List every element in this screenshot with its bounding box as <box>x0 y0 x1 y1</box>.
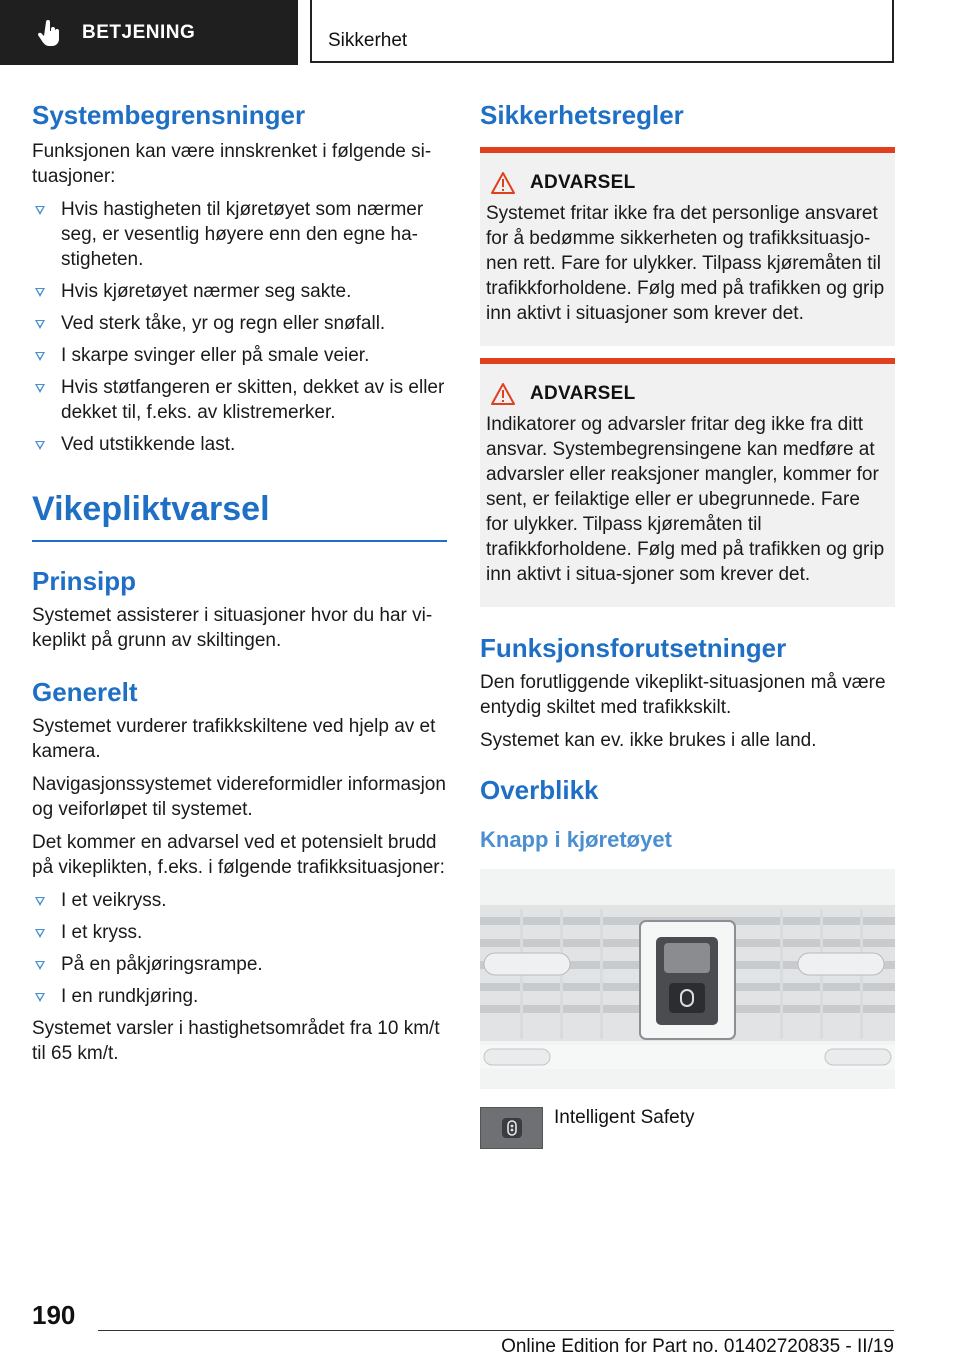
bullet-triangle-icon <box>35 929 45 938</box>
warning-box <box>480 358 895 607</box>
chapter-title: BETJENING <box>82 21 196 43</box>
warning-triangle-icon <box>490 382 516 406</box>
section-header <box>310 0 894 63</box>
section-title: Sikkerhet <box>328 30 408 51</box>
bullet-triangle-icon <box>35 384 45 393</box>
warning-box <box>480 147 895 346</box>
intelligent-safety-icon[interactable] <box>480 1107 543 1149</box>
prinsipp-heading: Prinsipp <box>32 565 137 596</box>
list-item: På en påkjøringsrampe. <box>32 952 447 977</box>
list-item: I en rundkjøring. <box>32 984 447 1009</box>
list-item: I et veikryss. <box>32 888 447 913</box>
systembegrensninger-heading: Systembegrensninger <box>32 100 306 130</box>
list-item: Ved sterk tåke, yr og regn eller snøfall. <box>32 311 447 336</box>
warning-label: ADVARSEL <box>530 172 636 194</box>
left-column <box>32 100 447 1066</box>
vikepliktvarsel-heading: Vikepliktvarsel <box>32 489 447 542</box>
bullet-triangle-icon <box>35 441 45 450</box>
bullet-triangle-icon <box>35 206 45 215</box>
air-vent-illustration <box>480 869 895 1089</box>
hand-pointer-icon <box>36 19 64 47</box>
bullet-triangle-icon <box>35 288 45 297</box>
bullet-triangle-icon <box>35 961 45 970</box>
generelt-paragraph: Systemet varsler i hastighetsområdet fra 10 km/t til 65 km/t. <box>32 1018 440 1065</box>
page-number: 190 <box>32 1300 76 1330</box>
warning-text: Indikatorer og advarsler fritar deg ikke fra ditt ansvar. Systembegrensingene kan medføre at advarsler eller reaksjoner mangler, kommer for sent, er feilaktige eller er ubegrunnede. Fare for ulykker. Tilpass kjøremåten til trafikkforholdene. Følg med på trafikken og grip inn aktivt i situa-sjoner som krever det. <box>486 414 885 586</box>
list-item: Hvis kjøretøyet nærmer seg sakte. <box>32 279 447 304</box>
button-photo <box>480 869 895 1089</box>
list-item: Ved utstikkende last. <box>32 432 447 457</box>
bullet-triangle-icon <box>35 993 45 1002</box>
bullet-triangle-icon <box>35 320 45 329</box>
legend-label: Intelligent Safety <box>554 1106 695 1128</box>
sikkerhetsregler-heading: Sikkerhetsregler <box>480 100 684 130</box>
generelt-paragraph: Systemet vurderer trafikkskiltene ved hjelp av et kamera. <box>32 716 436 763</box>
generelt-heading: Generelt <box>32 677 138 708</box>
list-item: I et kryss. <box>32 920 447 945</box>
footer-edition: Online Edition for Part no. 01402720835 - II/19 <box>501 1336 894 1357</box>
list-item: I skarpe svinger eller på smale veier. <box>32 343 447 368</box>
generelt-paragraph: Navigasjonssystemet videreformidler informasjon og veiforløpet til systemet. <box>32 774 446 821</box>
generelt-paragraph: Det kommer en advarsel ved et potensielt brudd på vikeplikten, f.eks. i følgende trafikksituasjoner: <box>32 832 445 879</box>
bullet-triangle-icon <box>35 352 45 361</box>
funksjonsforutsetninger-heading: Funksjonsforutsetninger <box>480 633 787 664</box>
funksjon-paragraph: Den forutliggende vikeplikt-situasjonen må være entydig skiltet med trafikkskilt. <box>480 672 886 719</box>
warning-header <box>486 171 887 195</box>
prinsipp-text: Systemet assisterer i situasjoner hvor du har vi-keplikt på grunn av skiltingen. <box>32 605 433 652</box>
warning-header <box>486 382 887 406</box>
legend-row <box>480 1107 895 1149</box>
systembegrensninger-intro: Funksjonen kan være innskrenket i følgende si-tuasjoner: <box>32 141 432 188</box>
overblikk-heading: Overblikk <box>480 775 599 806</box>
warning-label: ADVARSEL <box>530 383 636 405</box>
chapter-tab[interactable] <box>0 0 298 65</box>
warning-text: Systemet fritar ikke fra det personlige ansvaret for å bedømme sikkerheten og trafikksituasjo-nen rett. Fare for ulykker. Tilpass kjøremåten til trafikkforholdene. Følg med på trafikken og grip inn aktivt i situasjoner som krever det. <box>486 203 885 325</box>
list-item: Hvis hastigheten til kjøretøyet som nærmer seg, er vesentlig høyere enn den egne ha-stigheten. <box>32 197 447 272</box>
footer-divider <box>98 1330 894 1331</box>
generelt-list <box>32 888 447 1009</box>
right-column <box>480 100 895 1149</box>
list-item: Hvis støtfangeren er skitten, dekket av is eller dekket til, f.eks. av klistremerker. <box>32 375 447 425</box>
bullet-triangle-icon <box>35 897 45 906</box>
funksjon-paragraph: Systemet kan ev. ikke brukes i alle land. <box>480 730 817 752</box>
knapp-heading: Knapp i kjøretøyet <box>480 826 672 852</box>
systembegrensninger-list <box>32 197 447 457</box>
warning-triangle-icon <box>490 171 516 195</box>
